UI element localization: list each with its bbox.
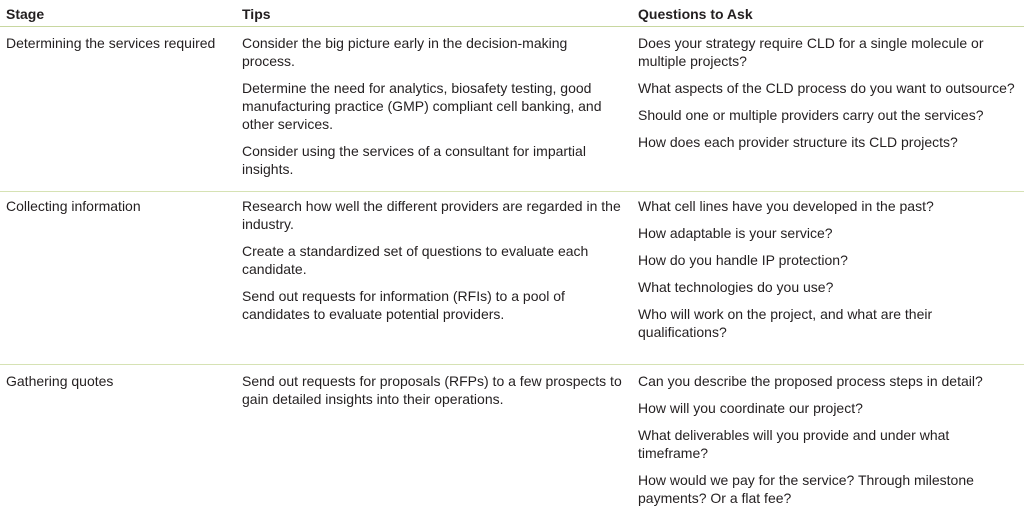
question-item: How would we pay for the service? Through milestone payments? Or a flat fee? — [638, 472, 974, 506]
question-item: What cell lines have you developed in the past? — [638, 198, 934, 214]
stage-label: Gathering quotes — [6, 373, 114, 389]
table-row — [0, 197, 1024, 365]
stage-cell — [6, 34, 231, 52]
header-questions: Questions to Ask — [638, 6, 753, 22]
tips-cell — [242, 34, 622, 187]
tip-item: Send out requests for information (RFIs) to a pool of candidates to evaluate potential providers. — [242, 288, 565, 322]
question-item: Who will work on the project, and what are their qualifications? — [638, 306, 933, 340]
header-tips: Tips — [242, 6, 271, 22]
question-item: How does each provider structure its CLD projects? — [638, 134, 958, 150]
question-item: What aspects of the CLD process do you want to outsource? — [638, 80, 1015, 96]
tips-cell — [242, 372, 622, 417]
tip-item: Create a standardized set of questions to evaluate each candidate. — [242, 243, 589, 277]
header-stage: Stage — [6, 6, 45, 22]
questions-cell — [638, 197, 1018, 350]
question-item: Should one or multiple providers carry out the services? — [638, 107, 984, 123]
question-item: Can you describe the proposed process steps in detail? — [638, 373, 983, 389]
tip-item: Send out requests for proposals (RFPs) to a few prospects to gain detailed insights into their operations. — [242, 373, 622, 407]
question-item: How do you handle IP protection? — [638, 252, 848, 268]
question-item: How adaptable is your service? — [638, 225, 833, 241]
table-row — [0, 372, 1024, 512]
question-item: How will you coordinate our project? — [638, 400, 863, 416]
stage-label: Determining the services required — [6, 35, 216, 51]
table-row — [0, 34, 1024, 192]
tip-item: Consider the big picture early in the decision-making process. — [242, 35, 568, 69]
tip-item: Research how well the different providers are regarded in the industry. — [242, 198, 621, 232]
questions-cell — [638, 372, 1018, 516]
table-header — [0, 0, 1024, 27]
stage-cell — [6, 372, 231, 390]
tips-cell — [242, 197, 622, 332]
tip-item: Consider using the services of a consultant for impartial insights. — [242, 143, 586, 177]
questions-cell — [638, 34, 1018, 160]
question-item: What technologies do you use? — [638, 279, 834, 295]
stage-cell — [6, 197, 231, 215]
question-item: Does your strategy require CLD for a single molecule or multiple projects? — [638, 35, 984, 69]
stage-label: Collecting information — [6, 198, 141, 214]
question-item: What deliverables will you provide and under what timeframe? — [638, 427, 950, 461]
tip-item: Determine the need for analytics, biosafety testing, good manufacturing practice (GMP) compliant cell banking, and other services. — [242, 80, 602, 132]
